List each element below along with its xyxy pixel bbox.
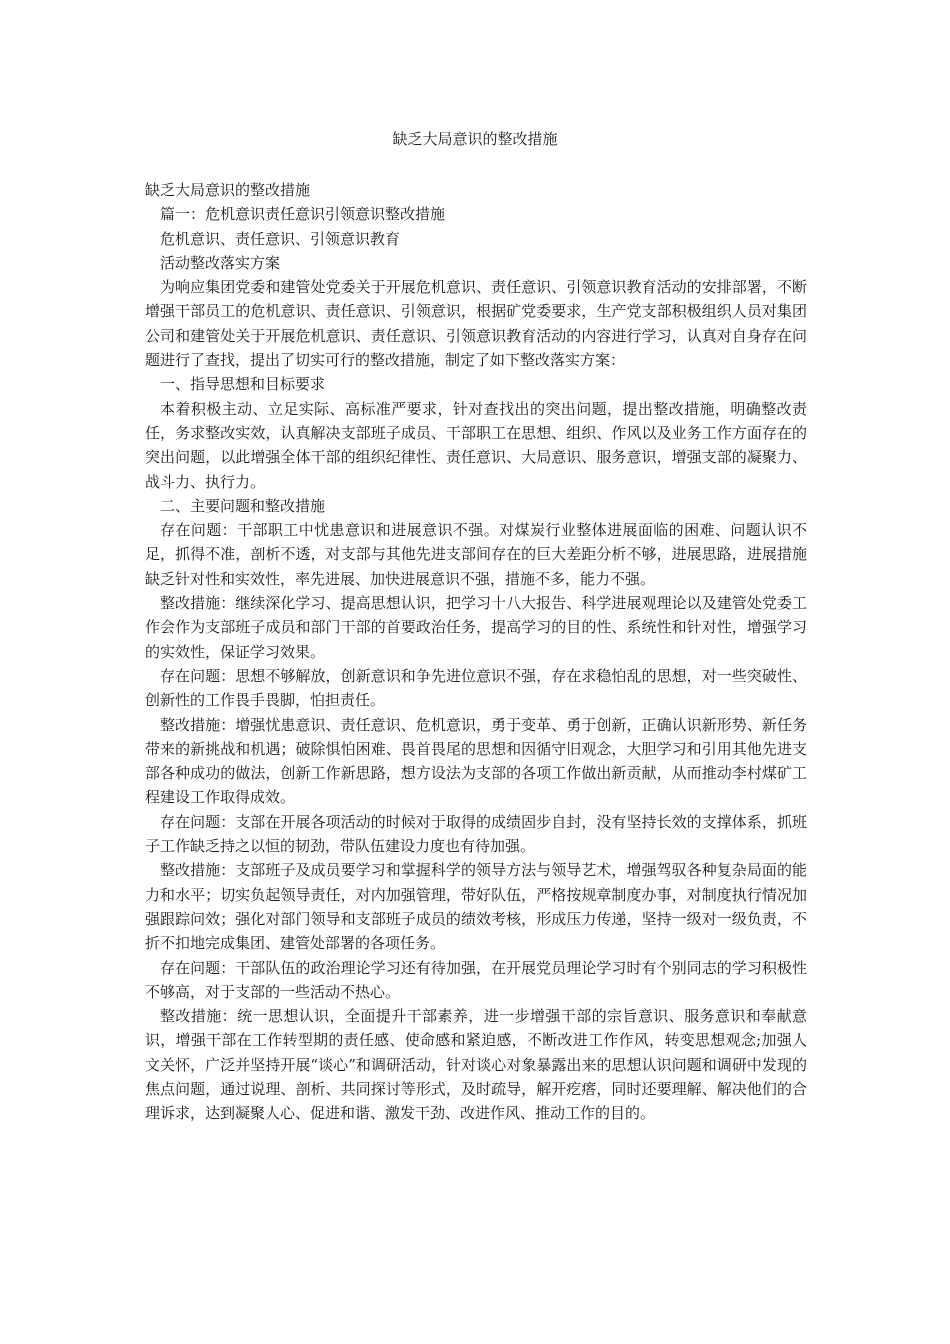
section1-paragraph: 本着积极主动、立足实际、高标准严要求，针对查找出的突出问题，提出整改措施，明确整改责任，务求整改实效，认真解决支部班子成员、干部职工在思想、组织、作风以及业务工作方面存在的突出问题，以此增强全体干部的组织纪律性、责任意识、大局意识、服务意识，增强支部的凝聚力、战斗力、执行力。 xyxy=(145,399,807,491)
measure-paragraph-2: 整改措施：增强忧患意识、责任意识、危机意识，勇于变革、勇于创新，正确认识新形势、新任务带来的新挑战和机遇；破除惧怕困难、畏首畏尾的思想和因循守旧观念，大胆学习和引用其他先进支部各种成功的做法，创新工作新思路，想方设法为支部的各项工作做出新贡献，从而推动李村煤矿工程建设工作取得成效。 xyxy=(145,715,807,807)
section1-heading: 一、指导思想和目标要求 xyxy=(160,375,326,394)
problem-paragraph-2: 存在问题：思想不够解放，创新意识和争先进位意识不强，存在求稳怕乱的思想，对一些突破性、创新性的工作畏手畏脚，怕担责任。 xyxy=(145,666,807,710)
plan-title: 活动整改落实方案 xyxy=(160,253,281,272)
document-subtitle: 缺乏大局意识的整改措施 xyxy=(145,181,311,199)
document-body xyxy=(145,178,807,1126)
topic-heading: 危机意识、责任意识、引领意识教育 xyxy=(160,229,401,248)
problem-paragraph-4: 存在问题：干部队伍的政治理论学习还有待加强，在开展党员理论学习时有个别同志的学习积极性不够高，对于支部的一些活动不热心。 xyxy=(145,958,807,1001)
chapter-heading: 篇一：危机意识责任意识引领意识整改措施 xyxy=(160,205,446,224)
page-title: 缺乏大局意识的整改措施 xyxy=(392,130,558,148)
intro-paragraph: 为响应集团党委和建管处党委关于开展危机意识、责任意识、引领意识教育活动的安排部署，不断增强干部员工的危机意识、责任意识、引领意识，根据矿党委要求，生产党支部积极组织人员对集团公司和建管处关于开展危机意识、责任意识、引领意识教育活动的内容进行学习，认真对自身存在问题进行了查找，提出了切实可行的整改措施，制定了如下整改落实方案： xyxy=(145,278,807,370)
measure-paragraph-1: 整改措施：继续深化学习、提高思想认识，把学习十八大报告、科学进展观理论以及建管处党委工作会作为支部班子成员和部门干部的首要政治任务，提高学习的目的性、系统性和针对性，增强学习的实效性，保证学习效果。 xyxy=(145,594,807,661)
problem-paragraph-3: 存在问题：支部在开展各项活动的时候对于取得的成绩固步自封，没有坚持长效的支撑体系，抓班子工作缺乏持之以恒的韧劲，带队伍建设力度也有待加强。 xyxy=(145,812,807,856)
measure-paragraph-4: 整改措施：统一思想认识，全面提升干部素养，进一步增强干部的宗旨意识、服务意识和奉献意识，增强干部在工作转型期的责任感、使命感和紧迫感，不断改进工作作风，转变思想观念;加强人文关怀，广泛并坚持开展“谈心”和调研活动，针对谈心对象暴露出来的思想认识问题和调研中发现的焦点问题，通过说理、剖析、共同探讨等形式，及时疏导，解开疙瘩，同时还要理解、解决他们的合理诉求，达到凝聚人心、促进和谐、激发干劲、改进作风、推动工作的目的。 xyxy=(145,1007,807,1123)
measure-paragraph-3: 整改措施：支部班子及成员要学习和掌握科学的领导方法与领导艺术，增强驾驭各种复杂局面的能力和水平；切实负起领导责任，对内加强管理，带好队伍，严格按规章制度办事，对制度执行情况加强跟踪问效；强化对部门领导和支部班子成员的绩效考核，形成压力传递，坚持一级对一级负责，不折不扣地完成集团、建管处部署的各项任务。 xyxy=(145,861,807,953)
section2-heading: 二、主要问题和整改措施 xyxy=(160,496,326,515)
problem-paragraph-1: 存在问题：干部职工中忧患意识和进展意识不强。对煤炭行业整体进展面临的困难、问题认识不足，抓得不准，剖析不透，对支部与其他先进支部间存在的巨大差距分析不够，进展思路，进展措施缺乏针对性和实效性，率先进展、加快进展意识不强，措施不多，能力不强。 xyxy=(145,521,807,588)
